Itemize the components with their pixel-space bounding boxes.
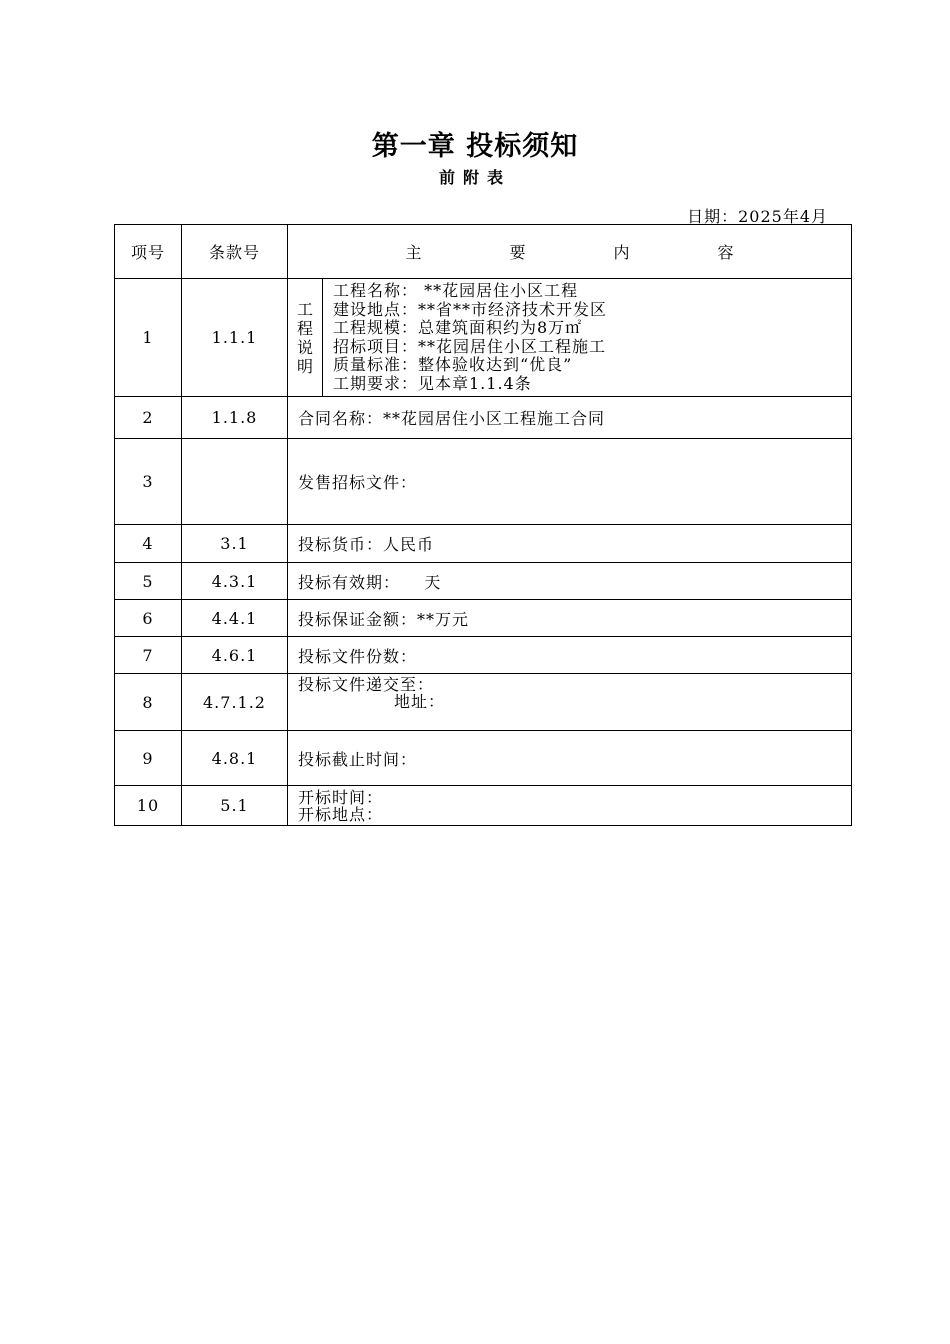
- submission-cell: [288, 674, 852, 731]
- document-date: 日期：2025年4月: [687, 207, 828, 226]
- cell-content: 投标截止时间：: [288, 731, 852, 786]
- vertical-label-char: 工: [296, 299, 313, 319]
- table-row: [115, 279, 852, 397]
- header-clause-no: 条款号: [182, 225, 288, 279]
- header-content-char: 容: [717, 243, 734, 262]
- cell-item-no: 6: [115, 600, 182, 637]
- table-row: [115, 563, 852, 600]
- cell-clause-no: 3.1: [182, 525, 288, 563]
- cell-clause-no: 1.1.1: [182, 279, 288, 397]
- bid-instructions-table: [114, 224, 852, 826]
- cell-content: 投标保证金额：**万元: [288, 600, 852, 637]
- cell-content: 投标货币：人民币: [288, 525, 852, 563]
- table-row: [115, 439, 852, 525]
- vertical-label-char: 明: [296, 356, 313, 376]
- table-row: [115, 600, 852, 637]
- cell-item-no: 7: [115, 637, 182, 674]
- project-description-cell: [288, 279, 852, 397]
- cell-content: 投标文件份数：: [288, 637, 852, 674]
- header-content-char: 主: [405, 243, 422, 262]
- table-row: [115, 525, 852, 563]
- cell-content: 发售招标文件：: [288, 439, 852, 525]
- table-row: [115, 786, 852, 826]
- vertical-label-char: 程: [296, 318, 313, 338]
- project-details: [323, 279, 607, 396]
- page-title: 第一章 投标须知: [371, 131, 579, 162]
- project-location: 建设地点：**省**市经济技术开发区: [333, 299, 608, 319]
- project-duration: 工期要求：见本章1.1.4条: [333, 373, 532, 393]
- cell-item-no: 9: [115, 731, 182, 786]
- cell-clause-no: 1.1.8: [182, 397, 288, 439]
- cell-content: 合同名称：**花园居住小区工程施工合同: [288, 397, 852, 439]
- project-bid-item: 招标项目：**花园居住小区工程施工: [333, 336, 607, 356]
- cell-clause-no: 4.7.1.2: [182, 674, 288, 731]
- project-name: 工程名称： **花园居住小区工程: [333, 281, 579, 300]
- table-row: [115, 397, 852, 439]
- header-content-char: 内: [613, 243, 630, 262]
- header-content: [288, 225, 852, 279]
- project-quality: 质量标准：整体验收达到“优良”: [333, 355, 573, 374]
- cell-clause-no: 4.8.1: [182, 731, 288, 786]
- cell-clause-no: [182, 439, 288, 525]
- cell-item-no: 8: [115, 674, 182, 731]
- cell-item-no: 5: [115, 563, 182, 600]
- header-content-char: 要: [509, 243, 526, 262]
- project-vertical-label: [288, 279, 323, 396]
- table-row: [115, 637, 852, 674]
- submission-destination: 投标文件递交至：: [298, 675, 435, 694]
- cell-content: 投标有效期： 天: [288, 563, 852, 600]
- cell-item-no: 2: [115, 397, 182, 439]
- project-scale: 工程规模：总建筑面积约为8万㎡: [333, 318, 583, 337]
- cell-clause-no: 4.6.1: [182, 637, 288, 674]
- cell-item-no: 3: [115, 439, 182, 525]
- table-row: [115, 674, 852, 731]
- cell-item-no: 10: [115, 786, 182, 826]
- submission-address: 地址：: [394, 692, 446, 711]
- header-item-no: 项号: [115, 225, 182, 279]
- vertical-label-char: 说: [296, 337, 313, 357]
- bid-opening-place: 开标地点：: [298, 804, 384, 824]
- bid-opening-cell: [288, 786, 852, 826]
- table-header-row: [115, 225, 852, 279]
- page-subtitle: 前附表: [438, 168, 511, 187]
- cell-clause-no: 4.3.1: [182, 563, 288, 600]
- cell-clause-no: 5.1: [182, 786, 288, 826]
- cell-clause-no: 4.4.1: [182, 600, 288, 637]
- bid-opening-time: 开标时间：: [298, 787, 384, 807]
- cell-item-no: 1: [115, 279, 182, 397]
- table-row: [115, 731, 852, 786]
- cell-item-no: 4: [115, 525, 182, 563]
